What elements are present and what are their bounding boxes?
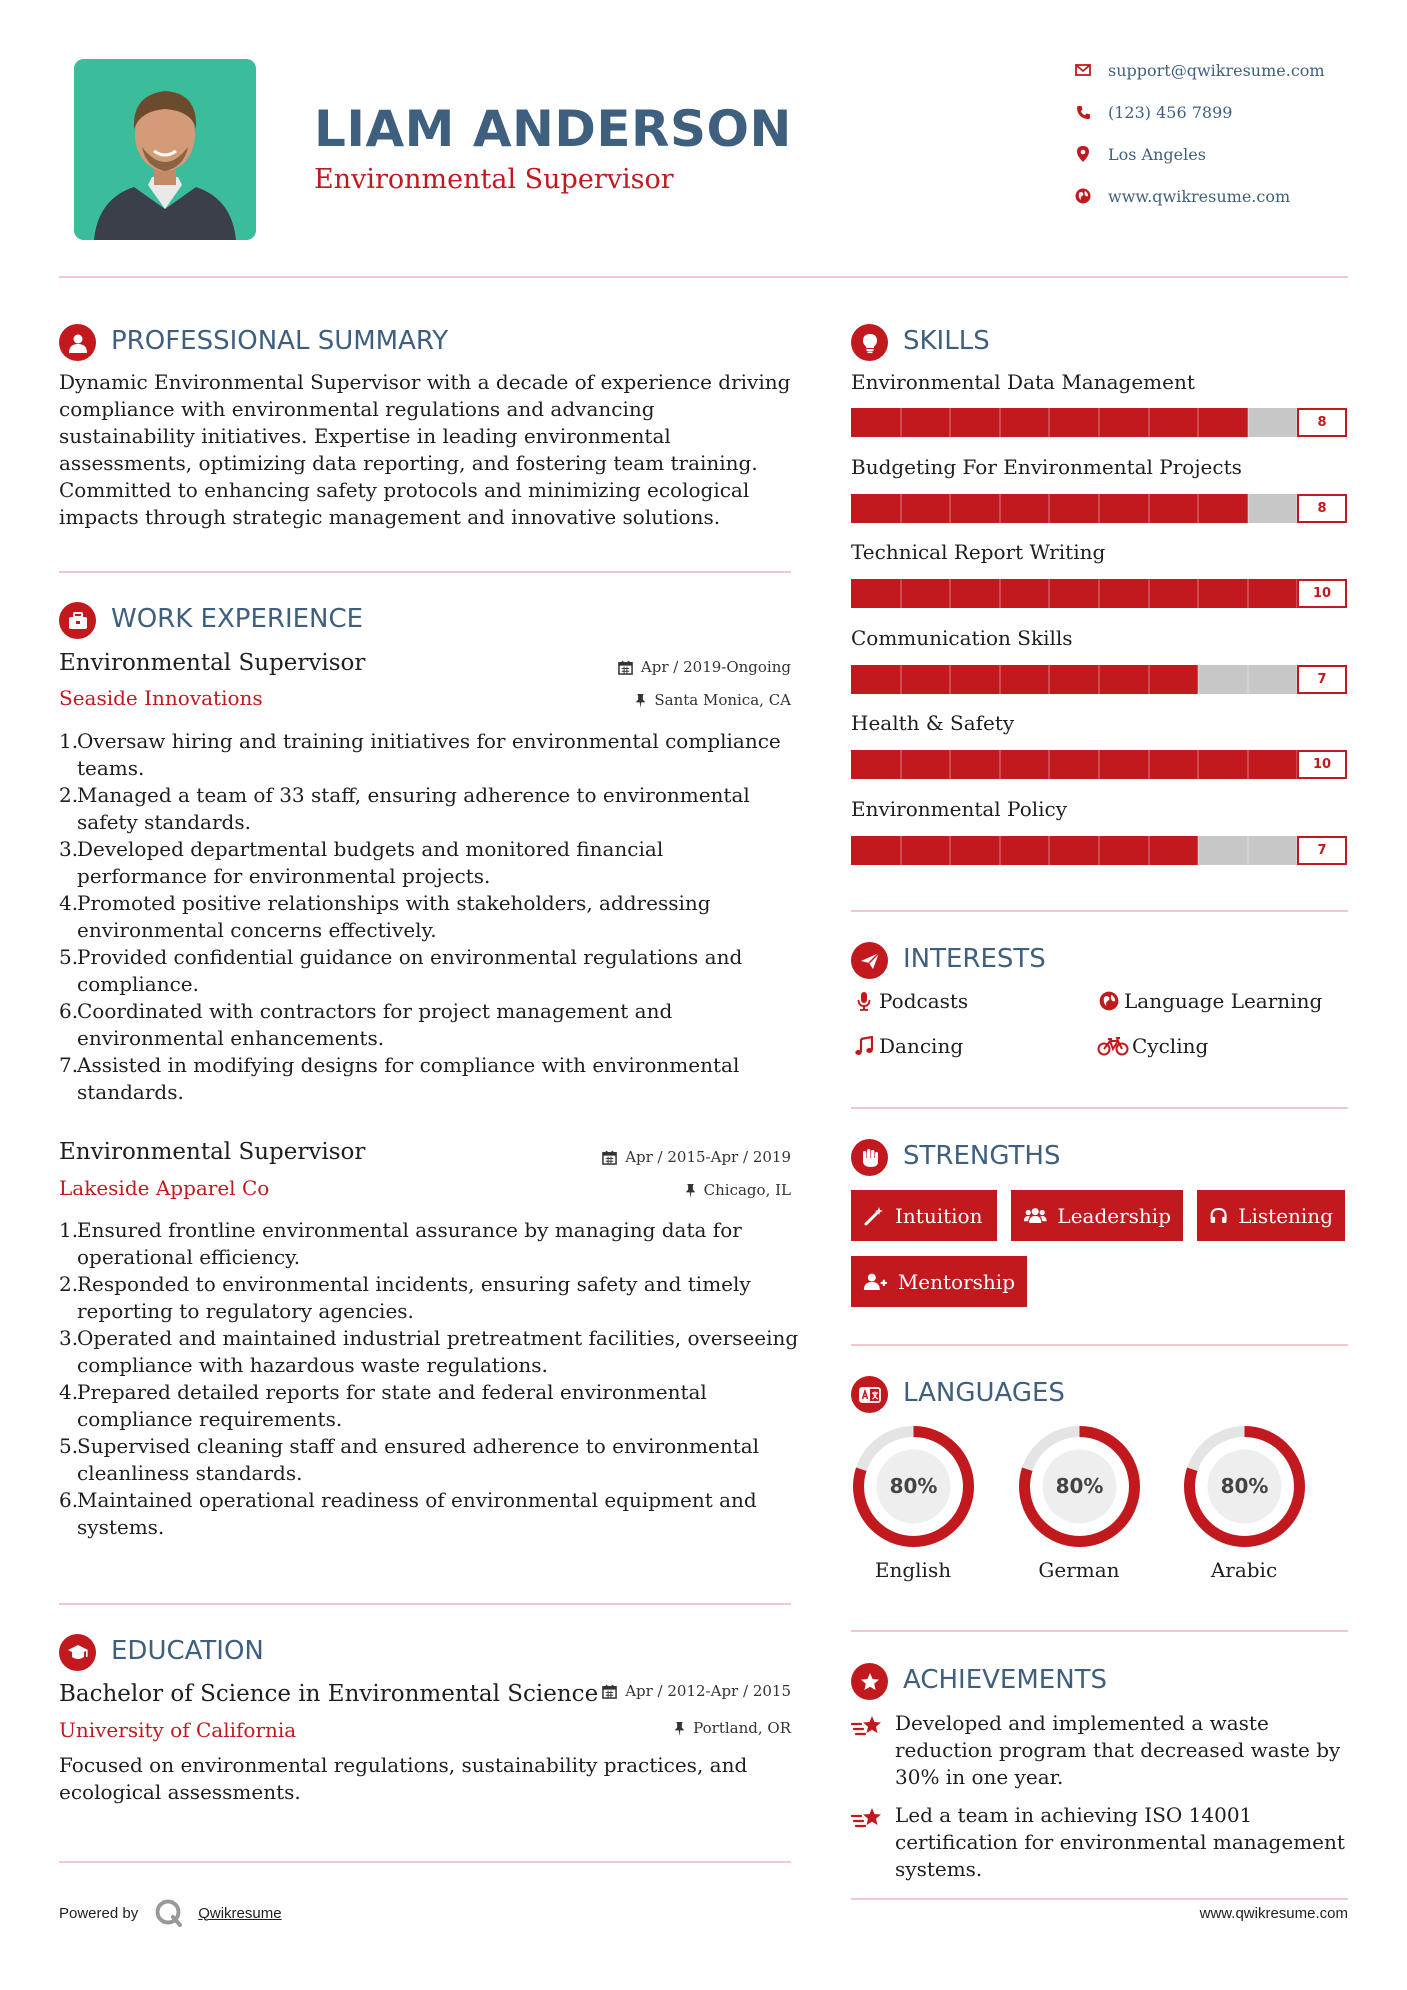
skill-segment-divider [1197, 750, 1199, 779]
education-divider [59, 1861, 791, 1863]
language-german-percent: 80% [1055, 1474, 1104, 1498]
graduation-cap-icon [59, 1634, 96, 1671]
skill-segment-divider [1247, 750, 1249, 779]
fist-icon [851, 1139, 888, 1176]
skill-segment-divider [1048, 665, 1050, 694]
job-2-duties [59, 1217, 799, 1541]
job-2-title: Environmental Supervisor [59, 1139, 366, 1165]
education-location-text: Portland, OR [693, 1719, 791, 1737]
paper-plane-icon [851, 942, 888, 979]
footer-powered-by-text: Powered by [59, 1904, 139, 1922]
candidate-name: LIAM ANDERSON [314, 100, 792, 158]
education-degree: Bachelor of Science in Environmental Science [59, 1681, 599, 1707]
calendar-icon [602, 1684, 617, 1699]
list-item: 4. Prepared detailed reports for state and federal environmental compliance requirements. [59, 1380, 707, 1431]
profile-photo [74, 59, 256, 240]
strength-mentorship-label: Mentorship [897, 1269, 1015, 1294]
skill-segment-divider [1148, 750, 1150, 779]
experience-heading: WORK EXPERIENCE [111, 604, 364, 634]
skill-segment-divider [1197, 665, 1199, 694]
language-arabic-ring [1182, 1424, 1307, 1549]
education-description: Focused on environmental regulations, sustainability practices, and ecological assessments. [59, 1753, 748, 1804]
skill-segment-divider [1197, 836, 1199, 865]
calendar-icon [602, 1150, 617, 1165]
skill-segment-divider [1048, 750, 1050, 779]
skill-segment-divider [1148, 494, 1150, 523]
skill-segment-divider [900, 836, 902, 865]
interest-language-learning-label: Language Learning [1124, 989, 1323, 1013]
contact-website-text: www.qwikresume.com [1108, 186, 1291, 206]
strength-leadership-label: Leadership [1057, 1203, 1171, 1228]
skill-segment-divider [1247, 665, 1249, 694]
education-school: University of California [59, 1718, 297, 1742]
list-item: 6. Coordinated with contractors for project management and environmental enhancements. [59, 999, 673, 1050]
skills-heading: SKILLS [903, 326, 990, 356]
skill-3-bar [851, 579, 1347, 608]
skills-divider [851, 910, 1348, 912]
language-english-label: English [874, 1558, 952, 1582]
skill-segment-divider [1048, 836, 1050, 865]
skill-segment-divider [1048, 408, 1050, 437]
footer-website[interactable]: www.qwikresume.com [1199, 1905, 1348, 1922]
list-item: 3. Operated and maintained industrial pretreatment facilities, overseeing compliance with hazardous waste regulations. [59, 1326, 799, 1377]
interest-language-learning [1096, 988, 1322, 1014]
skill-segment-divider [949, 408, 951, 437]
skill-5-level: 10 [1297, 750, 1347, 779]
skill-segment-divider [1048, 494, 1050, 523]
map-marker-icon [1072, 143, 1094, 165]
language-arabic-label: Arabic [1210, 1558, 1278, 1582]
strengths-heading: STRENGTHS [903, 1141, 1061, 1171]
job-2-location-text: Chicago, IL [703, 1181, 791, 1199]
skill-1-level: 8 [1297, 408, 1347, 437]
skill-segment-divider [900, 408, 902, 437]
education-date-text: Apr / 2012-Apr / 2015 [625, 1682, 791, 1700]
interest-podcasts [851, 988, 968, 1014]
interests-heading: INTERESTS [903, 944, 1046, 974]
job-1-date-text: Apr / 2019-Ongoing [640, 658, 791, 676]
users-icon [1023, 1205, 1047, 1227]
pushpin-icon [635, 693, 646, 708]
job-2-location [685, 1181, 791, 1199]
job-2-date-text: Apr / 2015-Apr / 2019 [625, 1148, 791, 1166]
skill-segment-divider [1098, 665, 1100, 694]
briefcase-icon [59, 602, 96, 639]
job-1-title: Environmental Supervisor [59, 650, 366, 676]
strength-leadership [1011, 1190, 1183, 1241]
skill-5-label: Health & Safety [851, 711, 1015, 735]
skill-segment-divider [949, 579, 951, 608]
education-date [602, 1682, 791, 1700]
strengths-divider [851, 1344, 1348, 1346]
job-1-location-text: Santa Monica, CA [654, 691, 791, 709]
bicycle-icon [1096, 1033, 1130, 1059]
summary-heading: PROFESSIONAL SUMMARY [111, 326, 449, 356]
interest-dancing-label: Dancing [879, 1034, 964, 1058]
shooting-star-icon [851, 1802, 895, 1883]
skill-segment-divider [900, 665, 902, 694]
achievement-item-2 [851, 1802, 1351, 1883]
skill-segment-divider [1098, 579, 1100, 608]
achievement-text-1: Developed and implemented a waste reduction program that decreased waste by 30% in one year. [895, 1711, 1341, 1789]
skill-segment-divider [1048, 579, 1050, 608]
languages-divider [851, 1630, 1348, 1632]
header-divider [59, 276, 1348, 278]
headphones-icon [1209, 1205, 1228, 1227]
skill-segment-divider [900, 750, 902, 779]
skill-4-bar [851, 665, 1347, 694]
footer-brand-link[interactable]: Qwikresume [198, 1904, 282, 1922]
skill-segment-divider [949, 494, 951, 523]
envelope-icon [1072, 59, 1094, 81]
interest-cycling [1096, 1033, 1208, 1059]
interests-divider [851, 1107, 1348, 1109]
skill-segment-divider [1247, 494, 1249, 523]
language-german-ring [1017, 1424, 1142, 1549]
list-item: 3. Developed departmental budgets and monitored financial performance for environmental projects. [59, 837, 664, 888]
strength-mentorship [851, 1256, 1027, 1307]
skill-6-label: Environmental Policy [851, 797, 1068, 821]
list-item: 1. Ensured frontline environmental assurance by managing data for operational efficiency. [59, 1218, 742, 1269]
education-location [674, 1719, 791, 1737]
music-note-icon [851, 1033, 877, 1059]
translate-icon [851, 1376, 888, 1413]
globe-icon [1072, 185, 1094, 207]
list-item: 5. Supervised cleaning staff and ensured adherence to environmental cleanliness standards. [59, 1434, 760, 1485]
skill-segment-divider [1148, 836, 1150, 865]
footer-powered-by [59, 1898, 282, 1928]
job-1-duties [59, 728, 799, 1106]
user-icon [59, 324, 96, 361]
skill-1-bar [851, 408, 1347, 437]
contact-email-text: support@qwikresume.com [1108, 60, 1325, 80]
pushpin-icon [685, 1183, 696, 1198]
skill-segment-divider [1148, 408, 1150, 437]
phone-icon [1072, 101, 1094, 123]
calendar-icon [618, 660, 633, 675]
list-item: 1. Oversaw hiring and training initiatives for environmental compliance teams. [59, 729, 781, 780]
skill-segment-divider [1098, 408, 1100, 437]
skill-segment-divider [949, 836, 951, 865]
list-item: 6. Maintained operational readiness of environmental equipment and systems. [59, 1488, 757, 1539]
skill-segment-divider [999, 750, 1001, 779]
contact-location-text: Los Angeles [1108, 144, 1206, 164]
language-english-percent: 80% [889, 1474, 938, 1498]
job-2-date [602, 1148, 791, 1166]
star-badge-icon [851, 1663, 888, 1700]
achievements-divider [851, 1898, 1348, 1900]
list-item: 5. Provided confidential guidance on environmental regulations and compliance. [59, 945, 743, 996]
lightbulb-icon [851, 324, 888, 361]
education-heading: EDUCATION [111, 1636, 264, 1666]
skill-segment-divider [949, 750, 951, 779]
skill-3-label: Technical Report Writing [851, 540, 1106, 564]
skill-segment-divider [999, 494, 1001, 523]
language-arabic-percent: 80% [1220, 1474, 1269, 1498]
skill-segment-divider [999, 408, 1001, 437]
skill-4-label: Communication Skills [851, 626, 1073, 650]
skill-segment-divider [1098, 836, 1100, 865]
skill-segment-divider [1148, 579, 1150, 608]
list-item: 4. Promoted positive relationships with stakeholders, addressing environmental concerns effectively. [59, 891, 711, 942]
skill-2-label: Budgeting For Environmental Projects [851, 455, 1242, 479]
skill-segment-divider [1247, 836, 1249, 865]
skill-segment-divider [1197, 579, 1199, 608]
skill-4-level: 7 [1297, 665, 1347, 694]
list-item: 7. Assisted in modifying designs for compliance with environmental standards. [59, 1053, 740, 1104]
language-english-ring [851, 1424, 976, 1549]
skill-segment-divider [1197, 494, 1199, 523]
skill-2-bar [851, 494, 1347, 523]
strength-listening [1197, 1190, 1345, 1241]
skill-segment-divider [999, 836, 1001, 865]
job-1-location [635, 691, 791, 709]
skill-6-fill [851, 836, 1198, 865]
skill-segment-divider [1098, 494, 1100, 523]
skill-6-level: 7 [1297, 836, 1347, 865]
skill-6-bar [851, 836, 1347, 865]
summary-divider [59, 571, 791, 573]
interest-podcasts-label: Podcasts [879, 989, 969, 1013]
job-1-date [618, 658, 791, 676]
contact-phone-text: (123) 456 7899 [1108, 102, 1233, 122]
skill-segment-divider [1197, 408, 1199, 437]
strength-intuition [851, 1190, 997, 1241]
user-plus-icon [863, 1271, 888, 1293]
summary-text: Dynamic Environmental Supervisor with a decade of experience driving compliance with environmental regulations and advancing sustainability initiatives. Expertise in leading environmental assessments, optimizing data reporting, and fostering team training. Committed to enhancing safety protocols and minimizing ecological impacts through strategic management and innovative solutions. [59, 370, 791, 529]
job-1-company: Seaside Innovations [59, 686, 263, 710]
skill-segment-divider [1098, 750, 1100, 779]
skill-4-fill [851, 665, 1198, 694]
qwikresume-logo-icon [154, 1898, 184, 1928]
skill-segment-divider [1247, 579, 1249, 608]
strength-intuition-label: Intuition [895, 1203, 983, 1228]
skill-segment-divider [999, 665, 1001, 694]
skill-segment-divider [999, 579, 1001, 608]
job-2-company: Lakeside Apparel Co [59, 1176, 270, 1200]
skill-1-label: Environmental Data Management [851, 370, 1195, 394]
language-german-label: German [1038, 1558, 1120, 1582]
contact-phone[interactable] [1072, 99, 1372, 125]
list-item: 2. Managed a team of 33 staff, ensuring adherence to environmental safety standards. [59, 783, 750, 834]
languages-heading: LANGUAGES [903, 1378, 1065, 1408]
skill-segment-divider [1247, 408, 1249, 437]
achievements-heading: ACHIEVEMENTS [903, 1665, 1108, 1695]
achievement-text-2: Led a team in achieving ISO 14001 certification for environmental management systems. [895, 1803, 1345, 1881]
contact-location [1072, 141, 1372, 167]
contact-website[interactable] [1072, 183, 1372, 209]
skill-5-bar [851, 750, 1347, 779]
skill-segment-divider [1148, 665, 1150, 694]
achievement-item-1 [851, 1710, 1351, 1791]
interest-dancing [851, 1033, 963, 1059]
strength-listening-label: Listening [1238, 1203, 1333, 1228]
pushpin-icon [674, 1721, 685, 1736]
skill-segment-divider [949, 665, 951, 694]
shooting-star-icon [851, 1710, 895, 1791]
microphone-icon [851, 988, 877, 1014]
globe-icon [1096, 988, 1122, 1014]
skill-3-level: 10 [1297, 579, 1347, 608]
experience-divider [59, 1603, 791, 1605]
skill-2-level: 8 [1297, 494, 1347, 523]
skill-segment-divider [900, 494, 902, 523]
list-item: 2. Responded to environmental incidents, ensuring safety and timely reporting to regulatory agencies. [59, 1272, 751, 1323]
interest-cycling-label: Cycling [1132, 1034, 1209, 1058]
skill-segment-divider [900, 579, 902, 608]
contact-email[interactable] [1072, 57, 1372, 83]
candidate-title: Environmental Supervisor [314, 164, 674, 195]
magic-wand-icon [863, 1205, 885, 1227]
